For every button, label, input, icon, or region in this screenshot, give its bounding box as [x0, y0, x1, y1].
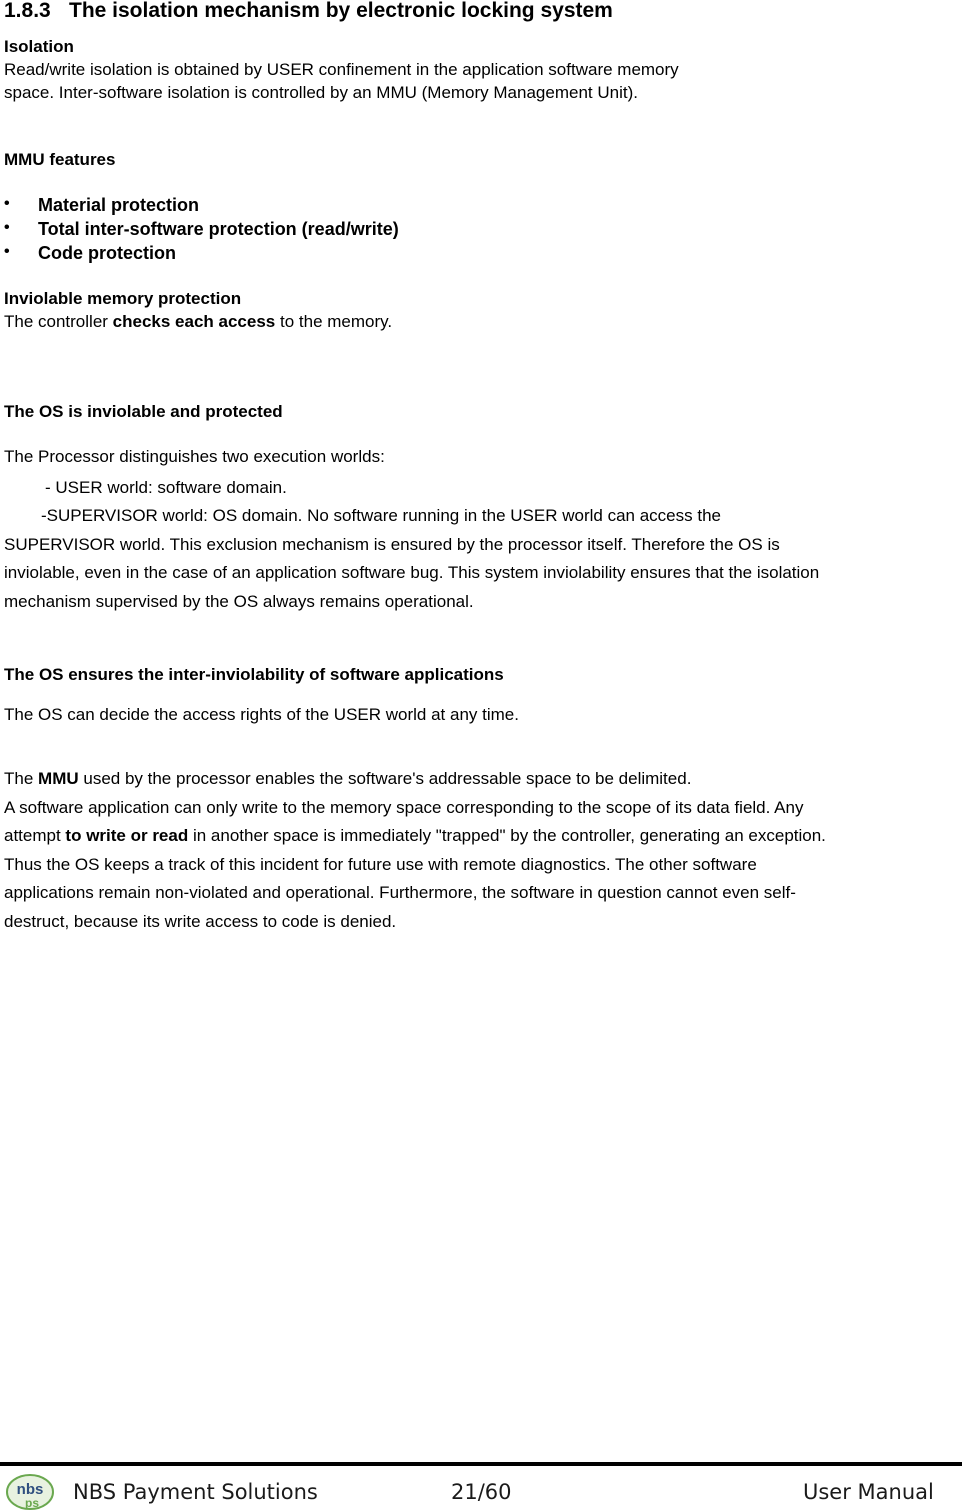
- inviolable-text-start: The controller: [4, 312, 113, 331]
- inter-inviolability-p6: applications remain non-violated and operational. Furthermore, the software in question cannot even self-: [4, 883, 796, 902]
- section-title: The isolation mechanism by electronic locking system: [69, 0, 613, 22]
- isolation-line-1: Read/write isolation is obtained by USER confinement in the application software memory: [4, 60, 679, 79]
- p4-bold: to write or read: [65, 826, 189, 845]
- os-protected-line-3: SUPERVISOR world. This exclusion mechanism is ensured by the processor itself. Therefore the OS is: [4, 535, 780, 554]
- inter-inviolability-p7: destruct, because its write access to code is denied.: [4, 912, 397, 931]
- os-protected-heading: The OS is inviolable and protected: [4, 402, 283, 421]
- p2-end: used by the processor enables the software's addressable space to be delimited.: [78, 769, 692, 788]
- section-number: 1.8.3: [4, 0, 51, 22]
- inviolable-text: [4, 312, 392, 332]
- mmu-features-heading: MMU features: [4, 150, 116, 169]
- p4-start: attempt: [4, 826, 66, 845]
- os-protected-line-4: inviolable, even in the case of an application software bug. This system inviolability ensures that the isolation: [4, 563, 820, 582]
- list-item-label: Code protection: [38, 243, 176, 263]
- isolation-heading: Isolation: [4, 37, 74, 56]
- list-item-label: Material protection: [38, 195, 200, 215]
- p4-end: in another space is immediately "trapped" by the controller, generating an exception.: [188, 826, 826, 845]
- inter-inviolability-heading: The OS ensures the inter-inviolability of software applications: [4, 665, 504, 684]
- bullet-icon: •: [4, 195, 10, 212]
- inter-inviolability-p2: [4, 769, 691, 789]
- os-protected-line-5: mechanism supervised by the OS always remains operational.: [4, 592, 474, 611]
- inter-inviolability-p3: A software application can only write to the memory space corresponding to the scope of its data field. Any: [4, 798, 804, 817]
- logo-text-top: nbs: [16, 1481, 44, 1498]
- bullet-icon: •: [4, 219, 10, 236]
- inviolable-text-end: to the memory.: [275, 312, 393, 331]
- section-heading: [4, 0, 613, 23]
- inviolable-text-bold: checks each access: [112, 312, 276, 331]
- p2-start: The: [4, 769, 39, 788]
- footer-document-title: User Manual: [803, 1480, 934, 1504]
- footer-rule: [0, 1462, 962, 1466]
- world-supervisor: -SUPERVISOR world: OS domain. No software running in the USER world can access the: [41, 506, 721, 525]
- nbs-logo-icon: [4, 1470, 56, 1510]
- inviolable-heading: Inviolable memory protection: [4, 289, 242, 308]
- footer-company: NBS Payment Solutions: [73, 1480, 318, 1504]
- isolation-line-2: space. Inter-software isolation is controlled by an MMU (Memory Management Unit).: [4, 83, 638, 102]
- inter-inviolability-p5: Thus the OS keeps a track of this incident for future use with remote diagnostics. The other software: [4, 855, 757, 874]
- footer-page-number: 21/60: [451, 1480, 512, 1504]
- inter-inviolability-p1: The OS can decide the access rights of the USER world at any time.: [4, 705, 519, 724]
- logo-text-bottom: ps: [24, 1496, 40, 1510]
- p2-bold: MMU: [38, 769, 79, 788]
- list-item-label: Total inter-software protection (read/write): [38, 219, 399, 239]
- inter-inviolability-p4: [4, 826, 826, 846]
- bullet-icon: •: [4, 243, 10, 260]
- world-user: - USER world: software domain.: [45, 478, 287, 497]
- os-protected-intro: The Processor distinguishes two execution worlds:: [4, 447, 385, 466]
